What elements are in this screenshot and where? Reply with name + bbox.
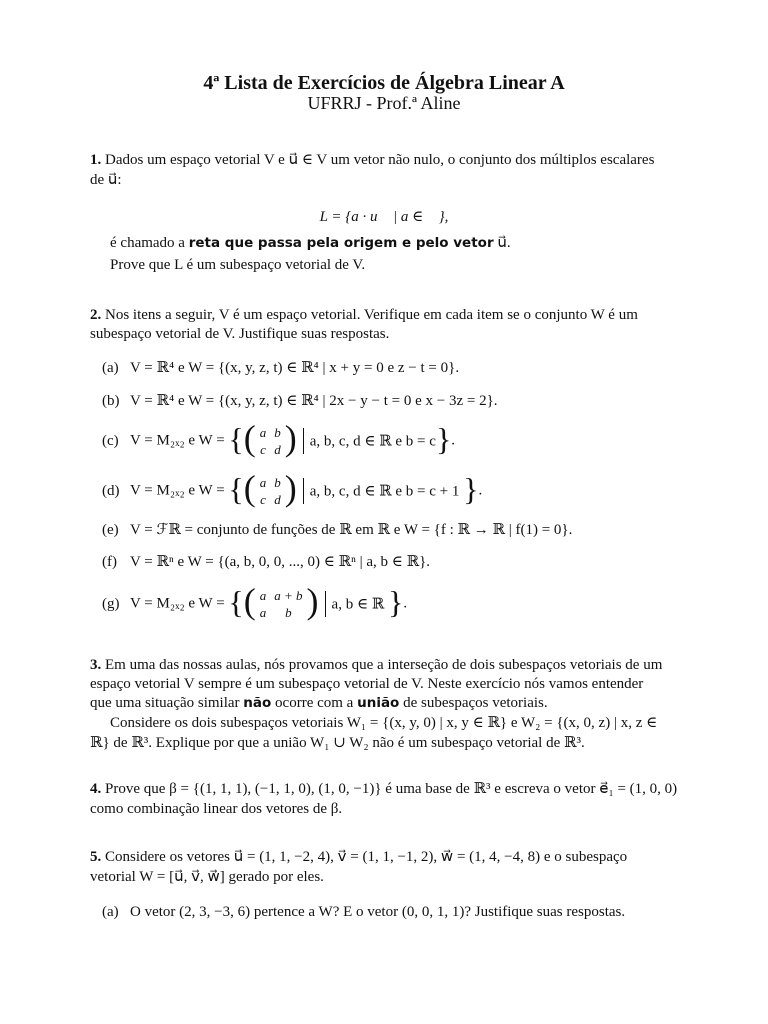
q2-item-e xyxy=(102,521,572,539)
item-condition: a, b, c, d ∈ ℝ e b = c + 1 xyxy=(309,483,460,500)
item-text: O vetor (2, 3, −3, 6) pertence a W? E o vetor (0, 0, 1, 1)? Justifique suas respostas. xyxy=(130,904,626,920)
matrix-entry: c xyxy=(260,492,266,507)
left-paren: ( xyxy=(243,468,256,508)
item-label: (d) xyxy=(102,482,120,499)
item-label: (a) xyxy=(102,904,119,920)
such-that-bar xyxy=(303,478,304,504)
q4-line-2: como combinação linear dos vetores de β. xyxy=(90,801,343,817)
q3-text-3b: ocorre com a xyxy=(275,695,354,711)
matrix-entry: c xyxy=(260,442,266,457)
item-label: (f) xyxy=(102,554,117,570)
q1-line-4: Prove que L é um subespaço vetorial de V. xyxy=(110,257,366,273)
q2-item-c xyxy=(102,420,455,460)
q3-number: 3. xyxy=(90,657,102,673)
q2-text-1: Nos itens a seguir, V é um espaço vetorial. Verifique em cada item se o conjunto W é um xyxy=(105,307,638,323)
item-end: . xyxy=(403,595,408,612)
left-paren: ( xyxy=(243,581,256,621)
item-text: V = ℝ⁴ e W = {(x, y, z, t) ∈ ℝ⁴ | 2x − y − t = 0 e x − 3z = 2}. xyxy=(130,393,498,409)
q1-text-3a: é chamado a xyxy=(110,235,185,251)
q1-line-2: de u⃗: xyxy=(90,172,122,188)
right-brace: } xyxy=(435,420,452,457)
q3-line-4: Considere os dois subespaços vetoriais W₁ = {(x, y, 0) | x, y ∈ ℝ} e W₂ = {(x, 0, z) | x, z ∈ xyxy=(110,715,658,731)
item-text: V = M₂ₓ₂ e W = xyxy=(130,432,225,449)
q3-line-1 xyxy=(90,656,662,674)
matrix-entry: d xyxy=(274,492,281,507)
page-subtitle: UFRRJ - Prof.ª Aline xyxy=(307,93,461,113)
item-text: V = ℝ⁴ e W = {(x, y, z, t) ∈ ℝ⁴ | x + y = 0 e z − t = 0}. xyxy=(130,360,460,376)
q5-line-2: vetorial W = [u⃗, v⃗, w⃗] gerado por eles. xyxy=(90,869,324,885)
matrix xyxy=(256,474,285,508)
matrix xyxy=(256,587,307,621)
matrix-entry: b xyxy=(285,605,292,620)
item-text: V = M₂ₓ₂ e W = xyxy=(130,482,225,499)
right-paren: ) xyxy=(306,581,319,621)
such-that-bar xyxy=(325,591,326,617)
q1-bold-phrase: reta que passa pela origem e pelo vetor xyxy=(188,235,494,251)
item-condition: a, b, c, d ∈ ℝ e b = c xyxy=(309,433,436,450)
q2-line-1 xyxy=(90,306,638,324)
left-brace: { xyxy=(228,583,244,620)
q1-number: 1. xyxy=(90,152,102,168)
item-label: (g) xyxy=(102,595,120,612)
q2-item-a xyxy=(102,359,459,377)
q2-line-2: subespaço vetorial de V. Justifique suas respostas. xyxy=(90,326,390,342)
matrix-entry: a xyxy=(259,588,267,603)
q3-bold-nao: não xyxy=(243,695,272,711)
q1-formula: L = {a · u⃗ | a ∈ ℝ}, xyxy=(319,209,449,225)
right-paren: ) xyxy=(284,418,297,458)
q1-text-3b: u⃗. xyxy=(497,235,511,251)
q4-text-1: Prove que β = {(1, 1, 1), (−1, 1, 0), (1, 0, −1)} é uma base de ℝ³ e escreva o vetor e⃗₁ = (1, 0, 0) xyxy=(105,781,678,797)
q3-text-3a: que uma situação similar xyxy=(90,695,240,711)
q2-item-g xyxy=(102,583,407,623)
q2-item-d xyxy=(102,470,482,510)
item-label: (c) xyxy=(102,432,119,449)
item-end: . xyxy=(478,482,483,499)
item-label: (a) xyxy=(102,360,119,376)
q5-item-a xyxy=(102,903,625,921)
item-condition: a, b ∈ ℝ xyxy=(331,596,385,613)
matrix-entry: b xyxy=(274,475,281,490)
q3-text-3c: de subespaços vetoriais. xyxy=(403,695,548,711)
q1-line-3 xyxy=(110,234,511,252)
matrix-entry: a + b xyxy=(274,588,303,603)
page-title: 4ª Lista de Exercícios de Álgebra Linear A xyxy=(203,72,565,94)
item-label: (e) xyxy=(102,522,119,538)
q1-text-1: Dados um espaço vetorial V e u⃗ ∈ V um vetor não nulo, o conjunto dos múltiplos escalares xyxy=(105,152,655,168)
item-text: V = ℱℝ = conjunto de funções de ℝ em ℝ e W = {f : ℝ → ℝ | f(1) = 0}. xyxy=(130,522,573,538)
q3-line-5: ℝ} de ℝ³. Explique por que a união W₁ ∪ W₂ não é um subespaço vetorial de ℝ³. xyxy=(90,735,585,751)
matrix xyxy=(256,424,285,458)
q2-item-b xyxy=(102,392,498,410)
left-brace: { xyxy=(228,470,244,507)
matrix-entry: a xyxy=(259,425,267,440)
matrix-entry: a xyxy=(259,475,267,490)
item-text: V = M₂ₓ₂ e W = xyxy=(130,595,225,612)
matrix-entry: d xyxy=(274,442,281,457)
q5-line-1 xyxy=(90,848,627,866)
q3-line-3 xyxy=(90,694,548,712)
item-label: (b) xyxy=(102,393,120,409)
item-end: . xyxy=(451,432,456,449)
q4-number: 4. xyxy=(90,781,102,797)
matrix-entry: b xyxy=(274,425,281,440)
q1-line-1 xyxy=(90,151,654,169)
item-text: V = ℝⁿ e W = {(a, b, 0, 0, ..., 0) ∈ ℝⁿ | a, b ∈ ℝ}. xyxy=(130,554,431,570)
q2-number: 2. xyxy=(90,307,102,323)
q3-text-1: Em uma das nossas aulas, nós provamos que a interseção de dois subespaços vetoriais de um xyxy=(105,657,663,673)
matrix-entry: a xyxy=(259,605,267,620)
left-brace: { xyxy=(228,420,244,457)
q2-item-f xyxy=(102,553,430,571)
right-brace: } xyxy=(388,583,404,620)
such-that-bar xyxy=(303,428,304,454)
q3-line-2: espaço vetorial V sempre é um subespaço vetorial de V. Neste exercício nós vamos entender xyxy=(90,676,644,692)
q5-number: 5. xyxy=(90,849,102,865)
right-brace: } xyxy=(463,470,479,507)
q3-bold-uniao: união xyxy=(357,695,400,711)
q5-text-1: Considere os vetores u⃗ = (1, 1, −2, 4), v⃗ = (1, 1, −1, 2), w⃗ = (1, 4, −4, 8) e o subespaço xyxy=(105,849,628,865)
right-paren: ) xyxy=(284,468,297,508)
q4-line-1 xyxy=(90,780,677,798)
left-paren: ( xyxy=(243,418,256,458)
